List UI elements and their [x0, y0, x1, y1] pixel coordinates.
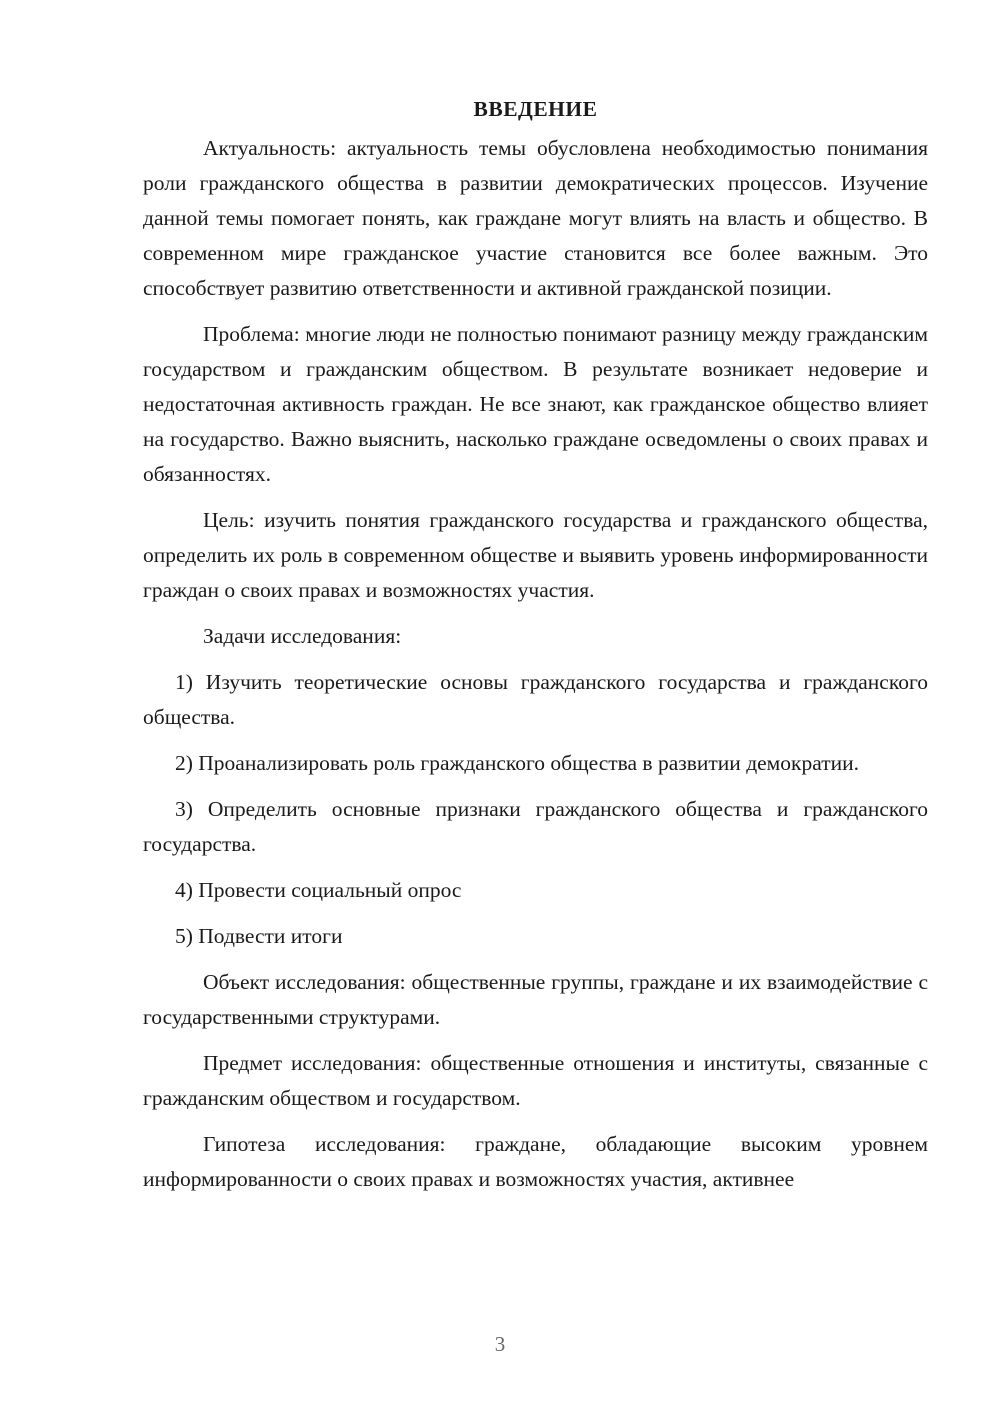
task-item-5: 5) Подвести итоги	[175, 924, 343, 948]
task-item-1: 1) Изучить теоретические основы гражданского государства и гражданского общества.	[143, 670, 928, 729]
section-title: ВВЕДЕНИЕ	[473, 97, 598, 121]
page-number: 3	[494, 1332, 506, 1356]
paragraph-relevance: Актуальность: актуальность темы обусловлена необходимостью понимания роли гражданского общества в развитии демократических процессов. Изучение данной темы помогает понять, как граждане могут влиять на власть и общество. В современном мире гражданское участие становится все более важным. Это способствует развитию ответственности и активной гражданской позиции.	[143, 136, 928, 300]
paragraph-hypothesis: Гипотеза исследования: граждане, обладающие высоким уровнем информированности о своих правах и возможностях участия, активнее	[143, 1132, 928, 1191]
task-item-3: 3) Определить основные признаки гражданского общества и гражданского государства.	[143, 797, 928, 856]
task-item-4: 4) Провести социальный опрос	[175, 878, 462, 902]
paragraph-object: Объект исследования: общественные группы, граждане и их взаимодействие с государственными структурами.	[143, 970, 928, 1029]
paragraph-subject: Предмет исследования: общественные отношения и институты, связанные с гражданским обществом и государством.	[143, 1051, 928, 1110]
task-item-2: 2) Проанализировать роль гражданского общества в развитии демократии.	[175, 751, 859, 775]
document-page	[143, 92, 928, 1208]
paragraph-problem: Проблема: многие люди не полностью понимают разницу между гражданским государством и гражданским обществом. В результате возникает недоверие и недостаточная активность граждан. Не все знают, как гражданское общество влияет на государство. Важно выяснить, насколько граждане осведомлены о своих правах и обязанностях.	[143, 322, 928, 486]
tasks-heading: Задачи исследования:	[203, 624, 402, 648]
paragraph-goal: Цель: изучить понятия гражданского государства и гражданского общества, определить их роль в современном обществе и выявить уровень информированности граждан о своих правах и возможностях участия.	[143, 508, 928, 602]
